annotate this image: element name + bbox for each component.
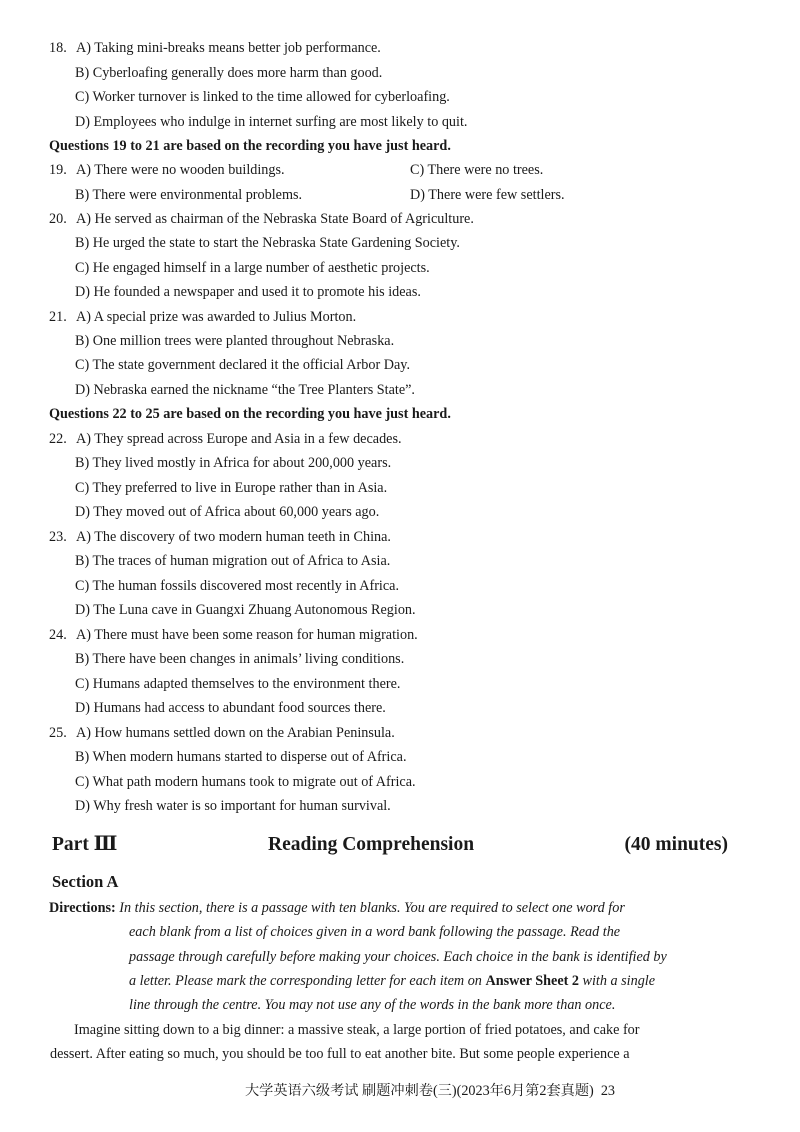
- question-21-option-a: [49, 307, 356, 327]
- option-text: A) He served as chairman of the Nebraska State Board of Agriculture.: [76, 211, 474, 227]
- question-20-option-c: C) He engaged himself in a large number of aesthetic projects.: [75, 260, 430, 276]
- question-23-option-b: B) The traces of human migration out of Africa to Asia.: [75, 553, 391, 569]
- question-22-option-d: D) They moved out of Africa about 60,000 years ago.: [75, 504, 380, 520]
- directions-line-3: passage through carefully before making your choices. Each choice in the bank is identified by: [129, 949, 667, 965]
- question-19-option-a: A) There were no wooden buildings.: [76, 162, 285, 178]
- question-number: 20.: [49, 211, 67, 227]
- question-number: 21.: [49, 309, 67, 325]
- question-number: 23.: [49, 529, 67, 545]
- question-23-option-d: D) The Luna cave in Guangxi Zhuang Autonomous Region.: [75, 602, 416, 618]
- directions-line-2: each blank from a list of choices given in a word bank following the passage. Read the: [129, 924, 621, 940]
- part-heading: [52, 832, 728, 858]
- question-18-option-b: B) Cyberloafing generally does more harm than good.: [75, 65, 383, 81]
- directions-text: In this section, there is a passage with ten blanks. You are required to select one word for: [119, 900, 625, 916]
- question-22-option-a: [49, 429, 402, 449]
- answer-sheet-label: Answer Sheet 2: [485, 973, 579, 989]
- question-24-option-b: B) There have been changes in animals’ living conditions.: [75, 651, 405, 667]
- question-22-option-c: C) They preferred to live in Europe rather than in Asia.: [75, 480, 388, 496]
- question-number: 18.: [49, 40, 67, 56]
- directions-line-5: line through the centre. You may not use any of the words in the bank more than once.: [129, 997, 616, 1013]
- question-25-option-a: [49, 723, 395, 743]
- question-number: 24.: [49, 627, 67, 643]
- footer-title: 大学英语六级考试 刷题冲刺卷(三)(2023年6月第2套真题): [244, 1083, 594, 1099]
- question-18-option-a: [49, 38, 381, 58]
- question-25-option-b: B) When modern humans started to disperse out of Africa.: [75, 749, 407, 765]
- question-19-option-b: B) There were environmental problems.: [75, 187, 303, 203]
- question-25-option-d: D) Why fresh water is so important for human survival.: [75, 798, 391, 814]
- question-number: 25.: [49, 725, 67, 741]
- question-20-option-d: D) He founded a newspaper and used it to promote his ideas.: [75, 284, 421, 300]
- option-text: A) Taking mini-breaks means better job performance.: [76, 40, 381, 56]
- question-21-option-c: C) The state government declared it the official Arbor Day.: [75, 357, 410, 373]
- question-24-option-a: [49, 625, 418, 645]
- passage-line-1: Imagine sitting down to a big dinner: a massive steak, a large portion of fried potatoes, and cake for: [74, 1022, 640, 1038]
- question-21-option-b: B) One million trees were planted throughout Nebraska.: [75, 333, 395, 349]
- question-20-option-a: [49, 209, 474, 229]
- questions-19-21-heading: Questions 19 to 21 are based on the recording you have just heard.: [49, 138, 451, 154]
- page-footer: [0, 1081, 800, 1101]
- part-title: Reading Comprehension: [268, 834, 475, 855]
- question-18-option-c: C) Worker turnover is linked to the time allowed for cyberloafing.: [75, 89, 450, 105]
- page-number: 23: [600, 1083, 616, 1099]
- question-24-option-c: C) Humans adapted themselves to the environment there.: [75, 676, 401, 692]
- directions-text: with a single: [582, 973, 656, 989]
- question-number: 22.: [49, 431, 67, 447]
- questions-22-25-heading: Questions 22 to 25 are based on the recording you have just heard.: [49, 406, 451, 422]
- question-number: 19.: [49, 162, 67, 178]
- question-19-row-1: [49, 160, 749, 180]
- option-text: A) The discovery of two modern human teeth in China.: [76, 529, 391, 545]
- question-18-option-d: D) Employees who indulge in internet surfing are most likely to quit.: [75, 114, 468, 130]
- question-21-option-d: D) Nebraska earned the nickname “the Tree Planters State”.: [75, 382, 415, 398]
- section-title: Section A: [52, 872, 119, 891]
- option-text: A) A special prize was awarded to Julius Morton.: [76, 309, 357, 325]
- question-22-option-b: B) They lived mostly in Africa for about 200,000 years.: [75, 455, 392, 471]
- question-25-option-c: C) What path modern humans took to migrate out of Africa.: [75, 774, 416, 790]
- directions-label: Directions:: [49, 900, 116, 916]
- directions-line-4: [129, 971, 655, 991]
- passage-line-2: dessert. After eating so much, you should be too full to eat another bite. But some people experience a: [50, 1046, 630, 1062]
- option-text: A) How humans settled down on the Arabian Peninsula.: [76, 725, 395, 741]
- question-24-option-d: D) Humans had access to abundant food sources there.: [75, 700, 386, 716]
- question-19-option-c: C) There were no trees.: [410, 162, 544, 178]
- question-23-option-a: [49, 527, 391, 547]
- part-time: (40 minutes): [624, 834, 728, 855]
- question-20-option-b: B) He urged the state to start the Nebraska State Gardening Society.: [75, 235, 460, 251]
- question-23-option-c: C) The human fossils discovered most recently in Africa.: [75, 578, 400, 594]
- part-label: Part Ⅲ: [52, 834, 118, 855]
- question-19-option-d: D) There were few settlers.: [410, 187, 565, 203]
- option-text: A) They spread across Europe and Asia in a few decades.: [76, 431, 402, 447]
- directions-text: a letter. Please mark the corresponding letter for each item on: [129, 973, 482, 989]
- option-text: A) There must have been some reason for human migration.: [76, 627, 418, 643]
- question-19-row-2: [75, 185, 735, 205]
- directions-line-1: [49, 898, 625, 918]
